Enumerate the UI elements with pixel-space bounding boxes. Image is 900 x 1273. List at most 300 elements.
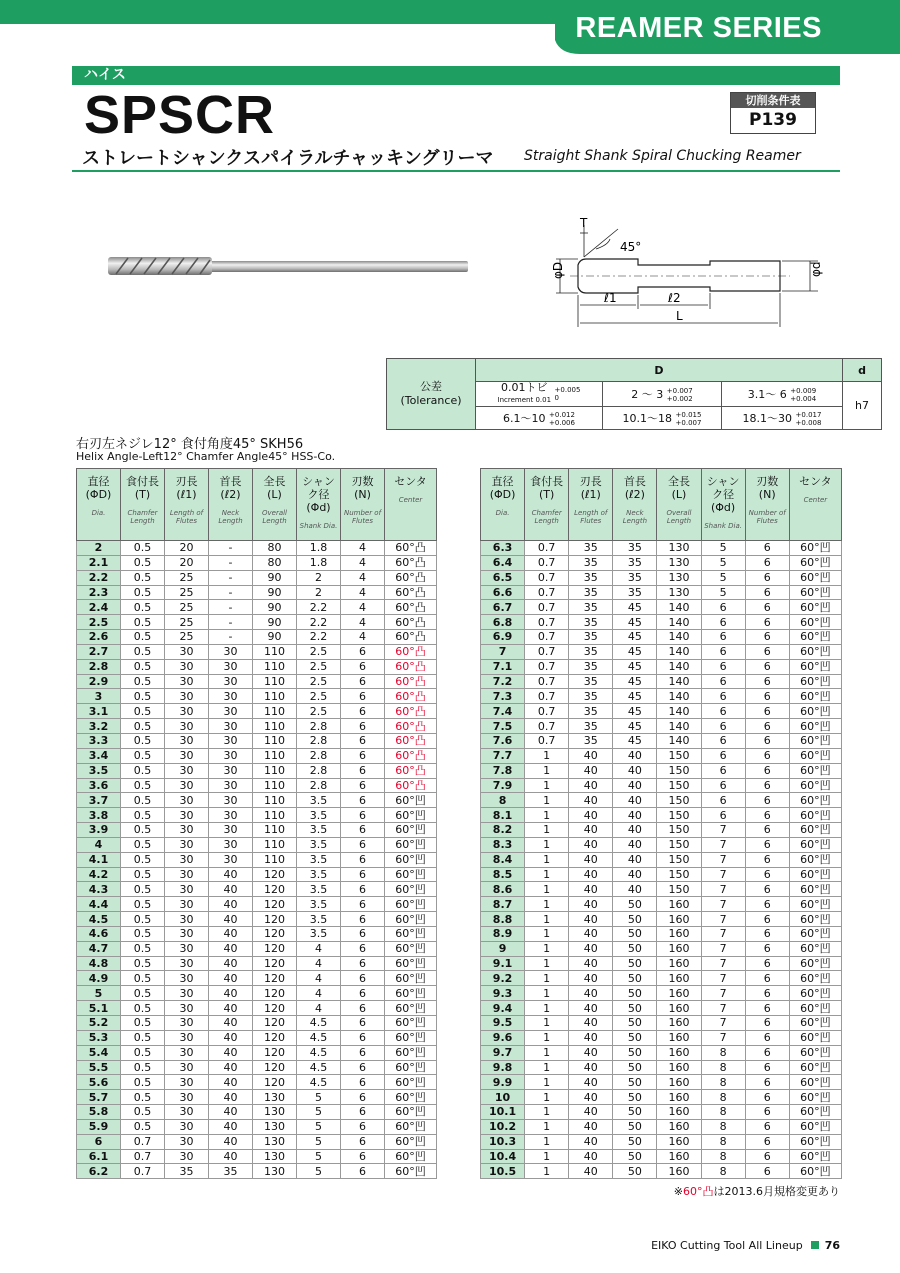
- table-cell: 160: [657, 1134, 701, 1149]
- table-row: [77, 1105, 437, 1120]
- table-cell: 6: [745, 823, 789, 838]
- table-cell: 2.5: [297, 644, 341, 659]
- diameter-cell: 6.7: [481, 600, 525, 615]
- tolerance-label-jp: 公差: [420, 380, 442, 393]
- table-row: [77, 733, 437, 748]
- table-cell: 0.5: [121, 986, 165, 1001]
- table-cell: 60°凹: [789, 733, 841, 748]
- spec-header-en: Overall Length: [666, 509, 692, 525]
- table-cell: 6: [745, 986, 789, 1001]
- table-cell: 40: [209, 867, 253, 882]
- cutting-conditions-box[interactable]: [730, 92, 816, 134]
- table-cell: 2.5: [297, 704, 341, 719]
- table-row: [77, 615, 437, 630]
- table-cell: 140: [657, 659, 701, 674]
- table-cell: 30: [165, 1075, 209, 1090]
- table-cell: 30: [165, 912, 209, 927]
- table-cell: 0.5: [121, 808, 165, 823]
- spec-header-sym: (ℓ1): [176, 488, 197, 501]
- table-cell: 0.7: [525, 659, 569, 674]
- table-cell: 30: [209, 674, 253, 689]
- diameter-cell: 8.5: [481, 867, 525, 882]
- table-cell: 50: [613, 1134, 657, 1149]
- table-cell: 6: [745, 1134, 789, 1149]
- table-cell: 110: [253, 778, 297, 793]
- table-cell: 5: [701, 570, 745, 585]
- spec-header-sym: (Φd): [710, 501, 736, 514]
- spec-header-cell: [481, 469, 525, 541]
- table-cell: 1.8: [297, 555, 341, 570]
- table-cell: 3.5: [297, 912, 341, 927]
- table-row: [481, 823, 842, 838]
- spec-header-sym: (ΦD): [85, 488, 112, 501]
- table-cell: 45: [613, 719, 657, 734]
- table-cell: 60°凹: [385, 971, 437, 986]
- table-cell: 60°凸: [385, 689, 437, 704]
- table-cell: 80: [253, 555, 297, 570]
- table-cell: 40: [209, 1149, 253, 1164]
- diameter-cell: 8.1: [481, 808, 525, 823]
- table-cell: 60°凸: [385, 704, 437, 719]
- table-cell: 40: [209, 1001, 253, 1016]
- table-cell: 90: [253, 615, 297, 630]
- table-cell: 1: [525, 778, 569, 793]
- table-cell: 30: [165, 733, 209, 748]
- table-row: [481, 1134, 842, 1149]
- dimension-diagram: [540, 215, 830, 335]
- table-cell: 6: [745, 555, 789, 570]
- table-cell: 60°凹: [789, 644, 841, 659]
- table-cell: 6: [745, 837, 789, 852]
- table-cell: 120: [253, 882, 297, 897]
- table-cell: 6: [701, 674, 745, 689]
- table-cell: 40: [209, 1134, 253, 1149]
- table-cell: -: [209, 541, 253, 556]
- table-cell: 6: [341, 926, 385, 941]
- tolerance-h7: h7: [843, 382, 882, 430]
- table-cell: 40: [613, 808, 657, 823]
- spec-header-en: Dia.: [91, 509, 106, 517]
- table-cell: 1: [525, 793, 569, 808]
- table-cell: 140: [657, 719, 701, 734]
- table-row: [481, 1105, 842, 1120]
- table-row: [481, 941, 842, 956]
- table-cell: 35: [613, 585, 657, 600]
- table-cell: 8: [701, 1090, 745, 1105]
- tolerance-range: 3.1〜 6: [747, 387, 787, 401]
- table-cell: 130: [253, 1119, 297, 1134]
- table-cell: 40: [569, 837, 613, 852]
- table-cell: 4: [341, 630, 385, 645]
- table-cell: 60°凹: [789, 659, 841, 674]
- table-cell: 60°凹: [385, 1045, 437, 1060]
- table-row: [77, 689, 437, 704]
- spec-header-row: [77, 469, 437, 541]
- table-row: [481, 733, 842, 748]
- table-cell: 60°凹: [789, 867, 841, 882]
- table-cell: 0.5: [121, 659, 165, 674]
- table-cell: 0.5: [121, 689, 165, 704]
- table-cell: 30: [165, 778, 209, 793]
- table-cell: 6: [341, 1105, 385, 1120]
- table-row: [481, 1060, 842, 1075]
- table-cell: 60°凹: [385, 1105, 437, 1120]
- table-cell: 6: [745, 1030, 789, 1045]
- spec-header-jp: センタ: [394, 475, 427, 488]
- table-cell: 20: [165, 541, 209, 556]
- diameter-cell: 6.2: [77, 1164, 121, 1179]
- table-cell: 3.5: [297, 897, 341, 912]
- table-cell: 0.5: [121, 630, 165, 645]
- table-cell: -: [209, 615, 253, 630]
- table-cell: 60°凹: [789, 1149, 841, 1164]
- table-cell: 0.7: [525, 615, 569, 630]
- table-cell: 60°凹: [385, 1075, 437, 1090]
- table-cell: 60°凹: [789, 748, 841, 763]
- table-cell: 60°凹: [385, 882, 437, 897]
- table-cell: 60°凹: [789, 585, 841, 600]
- diameter-cell: 2.4: [77, 600, 121, 615]
- diameter-cell: 8.3: [481, 837, 525, 852]
- table-cell: 6: [745, 1016, 789, 1031]
- table-row: [481, 555, 842, 570]
- table-cell: 6: [341, 1060, 385, 1075]
- table-cell: 60°凹: [789, 1030, 841, 1045]
- table-row: [481, 615, 842, 630]
- table-cell: 140: [657, 674, 701, 689]
- table-cell: 7: [701, 852, 745, 867]
- table-cell: 60°凸: [385, 541, 437, 556]
- footnote-mark: ※: [673, 1185, 683, 1198]
- table-cell: 6: [701, 748, 745, 763]
- table-cell: 160: [657, 897, 701, 912]
- spec-note-jp: 右刃左ネジレ12° 食付角度45° SKH56: [76, 437, 304, 452]
- table-cell: 160: [657, 926, 701, 941]
- tolerance-cell: [603, 382, 722, 407]
- table-row: [77, 867, 437, 882]
- table-cell: 40: [209, 1090, 253, 1105]
- diameter-cell: 7.9: [481, 778, 525, 793]
- table-cell: 5: [701, 555, 745, 570]
- table-cell: 40: [209, 1016, 253, 1031]
- table-cell: 0.7: [525, 719, 569, 734]
- table-cell: 4.5: [297, 1045, 341, 1060]
- table-cell: 3.5: [297, 867, 341, 882]
- table-cell: 6: [745, 1001, 789, 1016]
- table-cell: 1: [525, 986, 569, 1001]
- table-cell: 120: [253, 1075, 297, 1090]
- table-cell: 50: [613, 1164, 657, 1179]
- table-cell: 1: [525, 1119, 569, 1134]
- table-cell: 60°凹: [385, 956, 437, 971]
- table-cell: 3.5: [297, 926, 341, 941]
- table-cell: 0.5: [121, 615, 165, 630]
- diameter-cell: 8.2: [481, 823, 525, 838]
- table-cell: 3.5: [297, 823, 341, 838]
- table-cell: 6: [341, 1090, 385, 1105]
- table-cell: 0.7: [525, 674, 569, 689]
- table-cell: 30: [165, 897, 209, 912]
- tolerance-upper: +0.005: [554, 386, 581, 394]
- table-cell: 6: [341, 689, 385, 704]
- table-cell: 1: [525, 837, 569, 852]
- diameter-cell: 2.3: [77, 585, 121, 600]
- spec-header-en: Length of Flutes: [574, 509, 608, 525]
- table-cell: 40: [613, 763, 657, 778]
- table-cell: 35: [569, 674, 613, 689]
- spec-header-en: Overall Length: [261, 509, 288, 525]
- spec-header-cell: [165, 469, 209, 541]
- table-cell: 30: [165, 1119, 209, 1134]
- table-cell: 60°凹: [385, 1164, 437, 1179]
- table-cell: 6: [745, 852, 789, 867]
- table-cell: 40: [613, 748, 657, 763]
- table-cell: 6: [341, 956, 385, 971]
- table-cell: 0.5: [121, 793, 165, 808]
- table-row: [481, 1090, 842, 1105]
- table-cell: 110: [253, 719, 297, 734]
- diameter-cell: 4.4: [77, 897, 121, 912]
- table-cell: 50: [613, 912, 657, 927]
- diameter-cell: 4.8: [77, 956, 121, 971]
- table-cell: 60°凹: [385, 986, 437, 1001]
- diameter-cell: 9.4: [481, 1001, 525, 1016]
- table-cell: 130: [253, 1164, 297, 1179]
- table-cell: 120: [253, 897, 297, 912]
- table-cell: 120: [253, 926, 297, 941]
- table-cell: 40: [569, 1001, 613, 1016]
- table-row: [481, 926, 842, 941]
- table-cell: 4: [341, 615, 385, 630]
- table-cell: 8: [701, 1119, 745, 1134]
- diameter-cell: 4.2: [77, 867, 121, 882]
- tolerance-lower: +0.002: [666, 394, 693, 403]
- table-cell: 7: [701, 837, 745, 852]
- table-cell: 6: [341, 986, 385, 1001]
- table-row: [481, 1045, 842, 1060]
- table-cell: 50: [613, 986, 657, 1001]
- table-cell: 50: [613, 1045, 657, 1060]
- table-row: [481, 570, 842, 585]
- table-cell: 60°凹: [385, 897, 437, 912]
- footer-square: [811, 1241, 819, 1249]
- table-cell: 0.7: [121, 1164, 165, 1179]
- diameter-cell: 6.6: [481, 585, 525, 600]
- table-cell: 60°凹: [789, 600, 841, 615]
- table-row: [77, 555, 437, 570]
- table-row: [481, 585, 842, 600]
- diameter-cell: 7.5: [481, 719, 525, 734]
- diameter-cell: 6.8: [481, 615, 525, 630]
- diameter-cell: 8.9: [481, 926, 525, 941]
- diameter-cell: 6.3: [481, 541, 525, 556]
- table-cell: 50: [613, 1119, 657, 1134]
- table-cell: 3.5: [297, 837, 341, 852]
- table-cell: 7: [701, 897, 745, 912]
- table-row: [481, 912, 842, 927]
- table-cell: 160: [657, 1016, 701, 1031]
- table-cell: 150: [657, 867, 701, 882]
- table-cell: 50: [613, 1105, 657, 1120]
- diameter-cell: 10.1: [481, 1105, 525, 1120]
- table-cell: 6: [341, 823, 385, 838]
- table-row: [77, 1119, 437, 1134]
- spec-header-jp: 刃数: [756, 475, 779, 488]
- table-row: [77, 585, 437, 600]
- table-cell: 4.5: [297, 1030, 341, 1045]
- table-cell: 140: [657, 615, 701, 630]
- table-cell: 6: [341, 704, 385, 719]
- table-cell: 60°凹: [789, 971, 841, 986]
- diameter-cell: 8.4: [481, 852, 525, 867]
- diameter-cell: 2.8: [77, 659, 121, 674]
- table-cell: 45: [613, 644, 657, 659]
- diameter-cell: 4.3: [77, 882, 121, 897]
- table-row: [481, 837, 842, 852]
- table-cell: 120: [253, 1045, 297, 1060]
- table-cell: 8: [701, 1149, 745, 1164]
- table-cell: 6: [341, 1075, 385, 1090]
- table-cell: 50: [613, 941, 657, 956]
- diameter-cell: 7.1: [481, 659, 525, 674]
- spec-table-right: [480, 468, 842, 1179]
- table-cell: 60°凹: [789, 1164, 841, 1179]
- table-row: [481, 971, 842, 986]
- table-cell: 30: [209, 852, 253, 867]
- diagram-label-phiD: φD: [551, 261, 565, 279]
- table-cell: 40: [569, 971, 613, 986]
- table-cell: 40: [569, 912, 613, 927]
- spec-header-cell: [657, 469, 701, 541]
- diameter-cell: 2.7: [77, 644, 121, 659]
- table-cell: 0.7: [525, 541, 569, 556]
- spec-header-en: Number of Flutes: [748, 509, 786, 525]
- table-cell: 5: [297, 1119, 341, 1134]
- table-cell: 40: [569, 823, 613, 838]
- diameter-cell: 7.7: [481, 748, 525, 763]
- table-cell: 40: [569, 986, 613, 1001]
- table-cell: 50: [613, 1001, 657, 1016]
- table-row: [481, 630, 842, 645]
- diameter-cell: 4.7: [77, 941, 121, 956]
- table-cell: 30: [165, 689, 209, 704]
- table-cell: 60°凹: [385, 867, 437, 882]
- spec-header-en: Neck Length: [622, 509, 648, 525]
- spec-header-en: Dia.: [495, 509, 510, 517]
- table-cell: 110: [253, 704, 297, 719]
- table-cell: 130: [657, 541, 701, 556]
- table-row: [481, 689, 842, 704]
- table-cell: 60°凹: [385, 941, 437, 956]
- category-bar: [72, 66, 840, 85]
- table-cell: 6: [341, 837, 385, 852]
- table-cell: 6: [745, 793, 789, 808]
- table-cell: 0.5: [121, 956, 165, 971]
- table-cell: 40: [613, 852, 657, 867]
- table-cell: 6: [745, 926, 789, 941]
- product-name-en: Straight Shank Spiral Chucking Reamer: [524, 148, 801, 164]
- table-cell: 110: [253, 793, 297, 808]
- table-cell: 6: [745, 808, 789, 823]
- table-cell: 1: [525, 882, 569, 897]
- spec-header-jp: 全長: [667, 475, 690, 488]
- table-cell: 40: [569, 1164, 613, 1179]
- table-cell: 30: [165, 793, 209, 808]
- table-cell: 6: [341, 674, 385, 689]
- diameter-cell: 3.4: [77, 748, 121, 763]
- table-cell: 150: [657, 837, 701, 852]
- table-row: [481, 1030, 842, 1045]
- table-cell: 30: [165, 1134, 209, 1149]
- table-cell: 6: [745, 674, 789, 689]
- table-row: [77, 971, 437, 986]
- tolerance-lower: +0.004: [790, 394, 817, 403]
- table-cell: 6: [341, 1001, 385, 1016]
- table-cell: 30: [165, 867, 209, 882]
- category-label: ハイス: [84, 67, 126, 83]
- table-cell: 60°凹: [789, 704, 841, 719]
- table-cell: 40: [569, 926, 613, 941]
- table-cell: 6: [341, 659, 385, 674]
- table-cell: 0.5: [121, 1030, 165, 1045]
- table-cell: 130: [253, 1149, 297, 1164]
- table-cell: 1: [525, 852, 569, 867]
- table-cell: 40: [209, 1030, 253, 1045]
- diagram-label-angle: 45°: [620, 240, 642, 254]
- table-cell: 1: [525, 823, 569, 838]
- table-cell: 40: [569, 1090, 613, 1105]
- table-cell: 150: [657, 748, 701, 763]
- table-row: [77, 1090, 437, 1105]
- table-cell: 0.5: [121, 897, 165, 912]
- table-cell: 6: [745, 956, 789, 971]
- table-cell: 0.5: [121, 570, 165, 585]
- footnote-red: 60°凸: [683, 1185, 714, 1198]
- spec-header-jp: 刃長: [175, 475, 198, 488]
- table-cell: 0.5: [121, 600, 165, 615]
- table-row: [481, 644, 842, 659]
- table-cell: 50: [613, 971, 657, 986]
- spec-header-jp: 直径: [87, 475, 110, 488]
- table-cell: 130: [253, 1134, 297, 1149]
- table-cell: 0.5: [121, 674, 165, 689]
- table-cell: 60°凸: [385, 555, 437, 570]
- table-cell: 60°凸: [385, 570, 437, 585]
- table-cell: 160: [657, 1149, 701, 1164]
- table-cell: 6: [745, 1164, 789, 1179]
- diameter-cell: 9.8: [481, 1060, 525, 1075]
- table-cell: 60°凹: [385, 1001, 437, 1016]
- table-cell: 1: [525, 1060, 569, 1075]
- tolerance-cell: [722, 382, 843, 407]
- spec-header-jp: 食付長: [530, 475, 564, 488]
- table-cell: 2.2: [297, 615, 341, 630]
- table-cell: 8: [701, 1045, 745, 1060]
- table-row: [481, 674, 842, 689]
- table-cell: 50: [613, 1030, 657, 1045]
- table-cell: 4: [341, 555, 385, 570]
- diameter-cell: 10.5: [481, 1164, 525, 1179]
- table-cell: 30: [165, 1149, 209, 1164]
- table-row: [481, 704, 842, 719]
- reamer-photo: [104, 252, 474, 282]
- table-cell: 140: [657, 630, 701, 645]
- table-cell: 6: [341, 1030, 385, 1045]
- diameter-cell: 3.8: [77, 808, 121, 823]
- table-row: [77, 570, 437, 585]
- table-cell: 30: [209, 719, 253, 734]
- spec-header-en: Center: [803, 496, 828, 504]
